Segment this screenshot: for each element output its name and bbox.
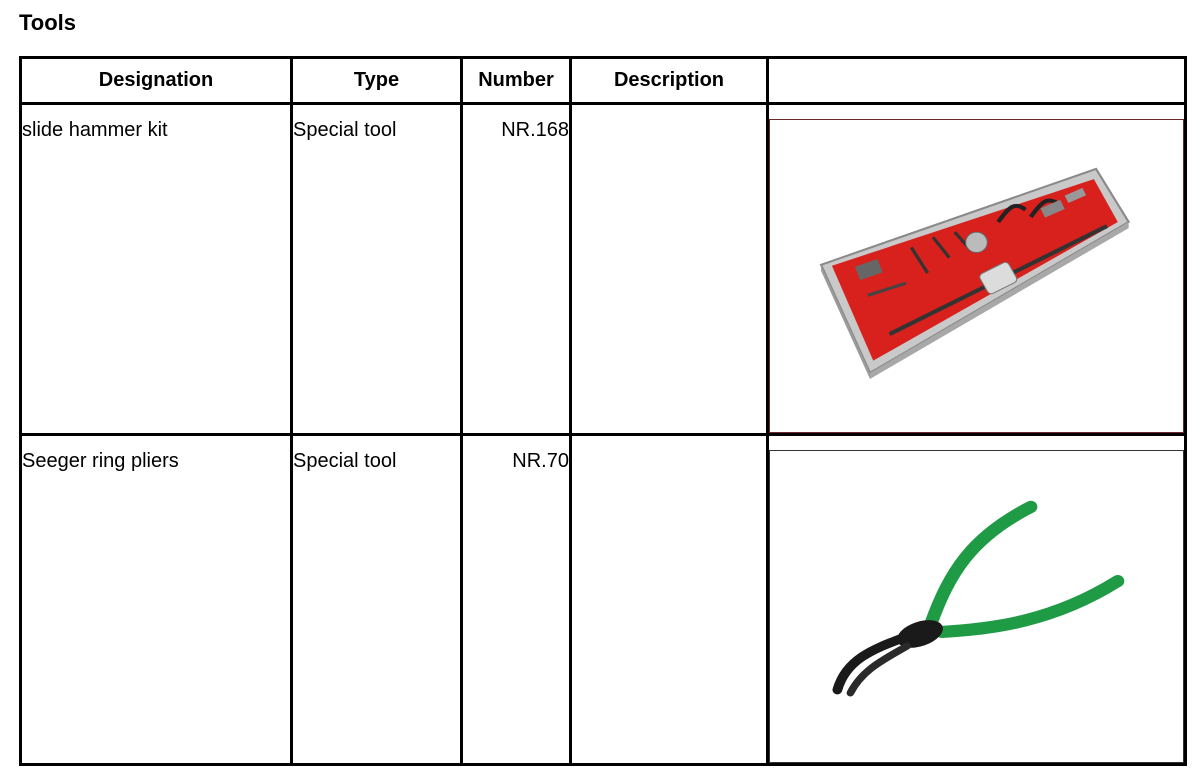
cell-designation: Seeger ring pliers (21, 435, 292, 765)
cell-description (571, 435, 768, 765)
cell-type: Special tool (292, 435, 462, 765)
cell-number: NR.70 (462, 435, 571, 765)
page-title: Tools (19, 10, 77, 35)
slide-hammer-kit-icon (770, 120, 1183, 432)
cell-image (768, 435, 1186, 765)
cell-type: Special tool (292, 104, 462, 435)
header-number: Number (462, 58, 571, 104)
table-header-row (21, 58, 1186, 104)
cell-description (571, 104, 768, 435)
header-description: Description (571, 58, 768, 104)
header-designation: Designation (21, 58, 292, 104)
header-type: Type (292, 58, 462, 104)
table-row (21, 104, 1186, 435)
header-image (768, 58, 1186, 104)
cell-number: NR.168 (462, 104, 571, 435)
cell-designation: slide hammer kit (21, 104, 292, 435)
slide-hammer-kit-image (769, 119, 1184, 433)
seeger-ring-pliers-icon (770, 451, 1183, 762)
seeger-ring-pliers-image (769, 450, 1184, 763)
tools-table (19, 56, 1187, 766)
table-row (21, 435, 1186, 765)
cell-image (768, 104, 1186, 435)
